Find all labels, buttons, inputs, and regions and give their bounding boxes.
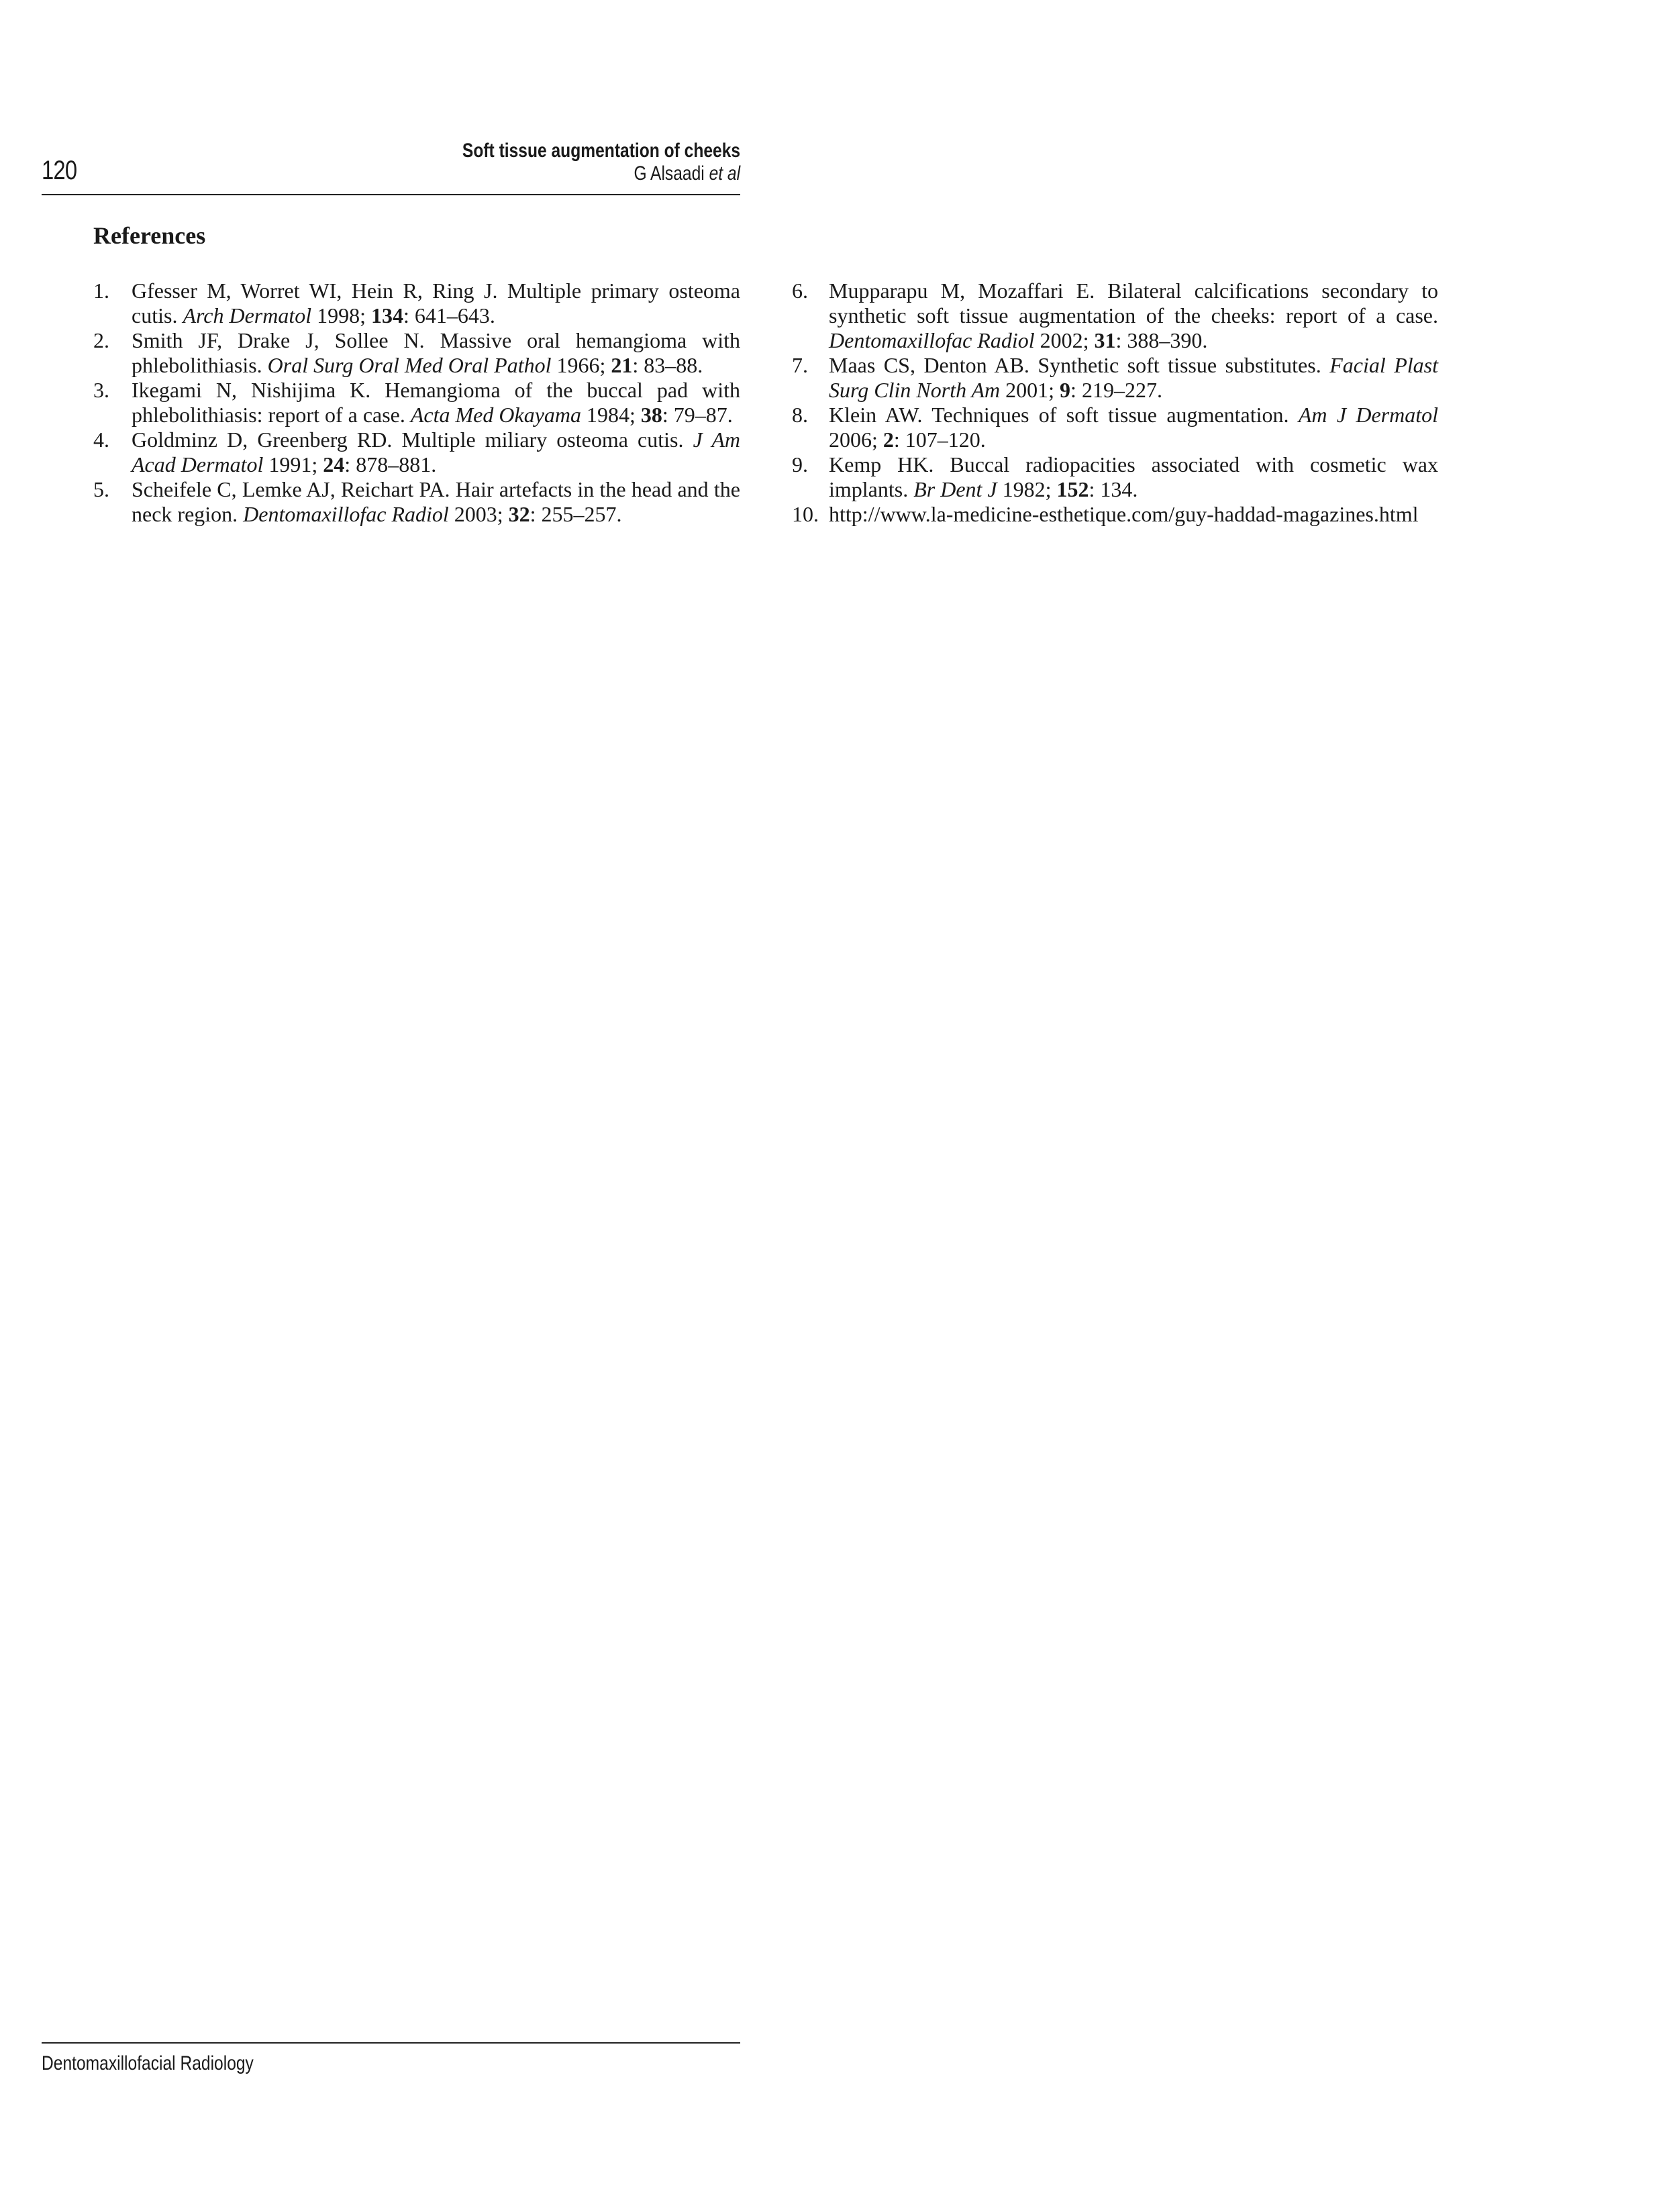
volume-number: 9 (1060, 378, 1071, 402)
references-left-column (93, 279, 741, 527)
reference-text (829, 353, 1438, 403)
reference-segment: Ikegami N, Nishijima K. Hemangioma of the buccal pad with phlebolithiasis: report of a case. (132, 378, 740, 427)
journal-title: J Am Acad Dermatol (132, 428, 741, 476)
reference-text (132, 428, 740, 477)
reference-segment: 1966; (551, 353, 611, 377)
reference-text (132, 378, 740, 428)
section-heading: References (93, 222, 206, 249)
reference-segment: : 878–881. (344, 452, 437, 476)
reference-segment: 1984; (581, 403, 641, 427)
reference-segment: : 219–227. (1070, 378, 1162, 402)
reference-text (829, 502, 1438, 527)
running-head-authors (462, 162, 740, 185)
journal-title: Dentomaxillofac Radiol (829, 328, 1035, 352)
volume-number: 31 (1094, 328, 1116, 352)
journal-title: Arch Dermatol (183, 303, 312, 328)
reference-number: 6. (792, 279, 808, 303)
reference-number: 9. (792, 452, 808, 476)
journal-title: Facial Plast Surg Clin North Am (829, 353, 1439, 402)
journal-footer: Dentomaxillofacial Radiology (42, 2052, 254, 2074)
reference-number: 5. (93, 477, 109, 501)
reference-segment: : 134. (1089, 477, 1138, 501)
reference-segment: 2002; (1034, 328, 1095, 352)
reference-item (93, 279, 740, 328)
volume-number: 152 (1056, 477, 1089, 501)
volume-number: 134 (371, 303, 403, 328)
page-number: 120 (42, 156, 77, 185)
reference-segment: : 388–390. (1115, 328, 1208, 352)
reference-segment: : 255–257. (529, 502, 622, 526)
reference-segment: : 83–88. (632, 353, 703, 377)
reference-segment: : 641–643. (403, 303, 495, 328)
reference-segment: 1982; (997, 477, 1057, 501)
reference-segment: 2001; (1000, 378, 1060, 402)
reference-segment: Gfesser M, Worret WI, Hein R, Ring J. Multiple primary osteoma cutis. (132, 279, 740, 328)
reference-segment: 1998; (311, 303, 371, 328)
reference-item (792, 403, 1439, 452)
journal-title: Acta Med Okayama (410, 403, 581, 427)
reference-text (829, 279, 1438, 353)
reference-item (792, 502, 1438, 527)
footer-rule (42, 2042, 740, 2044)
reference-text (132, 279, 740, 328)
reference-item (93, 378, 740, 428)
reference-item (93, 477, 740, 527)
journal-title: Am J Dermatol (1298, 403, 1439, 427)
reference-number: 7. (792, 353, 808, 377)
reference-item (792, 279, 1438, 353)
reference-segment: Smith JF, Drake J, Sollee N. Massive oral hemangioma with phlebolithiasis. (132, 328, 740, 377)
reference-segment: Mupparapu M, Mozaffari E. Bilateral calcifications secondary to synthetic soft tissue augmentation of the cheeks: report of a case. (829, 279, 1438, 328)
journal-title: Br Dent J (913, 477, 997, 501)
reference-segment: : 107–120. (893, 428, 986, 452)
reference-number: 1. (93, 279, 109, 303)
reference-item (93, 328, 740, 378)
reference-text (132, 477, 740, 527)
reference-segment: 2003; (448, 502, 509, 526)
reference-item (792, 353, 1439, 403)
reference-segment: Goldminz D, Greenberg RD. Multiple miliary osteoma cutis. (132, 428, 693, 452)
reference-segment: 2006; (829, 428, 883, 452)
reference-segment: http://www.la-medicine-esthetique.com/guy-haddad-magazines.html (829, 502, 1419, 526)
reference-number: 8. (792, 403, 808, 427)
reference-segment: Klein AW. Techniques of soft tissue augmentation. (829, 403, 1299, 427)
reference-item (792, 452, 1438, 502)
reference-text (829, 403, 1438, 452)
header-rule (42, 194, 740, 195)
volume-number: 21 (611, 353, 633, 377)
reference-number: 3. (93, 378, 109, 402)
reference-segment: : 79–87. (662, 403, 733, 427)
journal-title: Oral Surg Oral Med Oral Pathol (267, 353, 552, 377)
running-head (462, 140, 740, 185)
authors-names: G Alsaadi (634, 162, 709, 185)
reference-number: 2. (93, 328, 109, 352)
journal-title: Dentomaxillofac Radiol (243, 502, 449, 526)
reference-text (132, 328, 740, 378)
reference-text (829, 452, 1438, 502)
volume-number: 32 (508, 502, 530, 526)
reference-segment: Maas CS, Denton AB. Synthetic soft tissue substitutes. (829, 353, 1330, 377)
reference-number: 10. (792, 502, 819, 526)
running-head-title: Soft tissue augmentation of cheeks (462, 140, 740, 162)
reference-segment: Scheifele C, Lemke AJ, Reichart PA. Hair artefacts in the head and the neck region. (132, 477, 740, 526)
reference-number: 4. (93, 428, 109, 452)
authors-et-al: et al (709, 162, 740, 185)
references-right-column (792, 279, 1439, 527)
reference-item (93, 428, 741, 477)
reference-segment: 1991; (263, 452, 323, 476)
volume-number: 24 (323, 452, 345, 476)
volume-number: 2 (882, 428, 894, 452)
volume-number: 38 (640, 403, 662, 427)
reference-segment: Kemp HK. Buccal radiopacities associated with cosmetic wax implants. (829, 452, 1438, 501)
